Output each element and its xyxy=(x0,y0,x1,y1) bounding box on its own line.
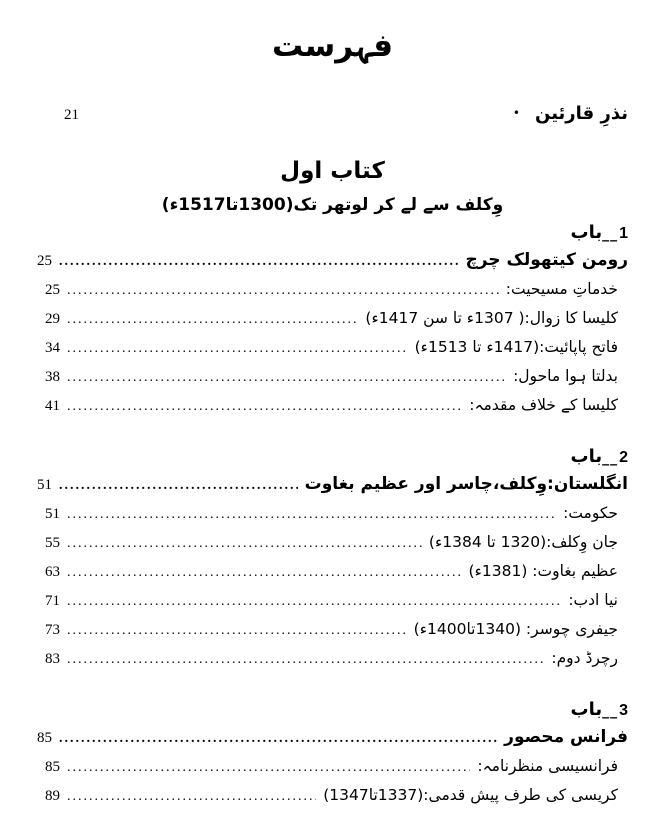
chapter-title-row xyxy=(37,470,628,499)
book-heading-block xyxy=(37,157,628,215)
entry-page-number: 41 xyxy=(45,397,60,414)
entry-title: بدلتا ہوا ماحول: xyxy=(513,366,618,385)
entry-page-number: 29 xyxy=(45,310,60,327)
chapter-heading xyxy=(37,698,628,723)
chapter-number: 3 xyxy=(619,701,628,719)
entry-title: عظیم بغاوت: (1381ء) xyxy=(468,561,618,580)
chapter-number: 1 xyxy=(619,224,628,242)
entry-title: جان وِکلف:(1320 تا 1384ء) xyxy=(428,532,618,551)
front-matter-row xyxy=(37,103,628,124)
chapter-label: باب xyxy=(570,221,603,243)
entry-title: خدماتِ مسیحیت: xyxy=(505,279,618,298)
entry-page-number: 85 xyxy=(45,758,60,775)
chapter-block xyxy=(37,698,628,810)
dotted-leader xyxy=(67,528,422,557)
toc-entry-row xyxy=(37,391,628,420)
entry-page-number: 83 xyxy=(45,650,60,667)
entry-title: فاتح پاپائیت:(1417ء تا 1513ء) xyxy=(414,337,618,356)
toc-entry-row xyxy=(37,528,628,557)
entry-page-number: 71 xyxy=(45,592,60,609)
dotted-leader xyxy=(67,333,408,362)
chapter-block xyxy=(37,221,628,420)
book-subheading: وِکلف سے لے کر لوتھر تک(1300تا1517ء) xyxy=(161,194,504,215)
page-title: فہرست xyxy=(271,28,394,64)
front-item-label: نذرِ قارئین xyxy=(535,102,628,124)
dotted-leader xyxy=(67,644,544,673)
chapter-separator: __ xyxy=(602,225,619,242)
entry-title: کلیسا کے خلاف مقدمہ: xyxy=(469,395,618,414)
entry-page-number: 73 xyxy=(45,621,60,638)
toc-entry-row xyxy=(37,781,628,810)
entry-page-number: 55 xyxy=(45,534,60,551)
chapter-number: 2 xyxy=(619,448,628,466)
chapters-container xyxy=(37,221,628,810)
toc-entry-row xyxy=(37,304,628,333)
chapter-heading xyxy=(37,221,628,246)
chapter-block xyxy=(37,445,628,673)
dotted-leader xyxy=(67,275,499,304)
entry-page-number: 38 xyxy=(45,368,60,385)
entry-title: جیفری چوسر: (1340تا1400ء) xyxy=(413,619,618,638)
dotted-leader xyxy=(59,246,458,275)
chapter-title-row xyxy=(37,246,628,275)
dotted-leader xyxy=(67,586,561,615)
chapter-label: باب xyxy=(570,698,603,720)
entry-page-number: 51 xyxy=(45,505,60,522)
entry-page-number: 25 xyxy=(45,281,60,298)
dotted-leader xyxy=(59,723,497,752)
chapter-title: رومن کیتھولک چرچ xyxy=(465,249,628,270)
chapter-entries xyxy=(37,275,628,420)
front-item-page-number: 21 xyxy=(64,106,79,123)
bullet-icon: • xyxy=(512,106,520,121)
entry-title: حکومت: xyxy=(563,503,618,522)
dotted-leader xyxy=(59,470,298,499)
toc-entry-row xyxy=(37,557,628,586)
entry-title: نیا ادب: xyxy=(568,590,618,609)
toc-entry-row xyxy=(37,615,628,644)
toc-entry-row xyxy=(37,586,628,615)
chapter-title-row xyxy=(37,723,628,752)
entry-page-number: 89 xyxy=(45,787,60,804)
dotted-leader xyxy=(67,615,407,644)
entry-page-number: 34 xyxy=(45,339,60,356)
dotted-leader xyxy=(67,391,462,420)
chapter-page-number: 85 xyxy=(37,729,52,746)
chapter-separator: __ xyxy=(602,702,619,719)
chapter-title: فرانس محصور xyxy=(504,726,628,747)
toc-entry-row xyxy=(37,275,628,304)
chapter-heading xyxy=(37,445,628,470)
toc-entry-row xyxy=(37,752,628,781)
dotted-leader xyxy=(67,499,556,528)
entry-page-number: 63 xyxy=(45,563,60,580)
chapter-title: انگلستان:وِکلف،چاسر اور عظیم بغاوت xyxy=(304,473,628,494)
dotted-leader xyxy=(67,557,462,586)
toc-entry-row xyxy=(37,362,628,391)
entry-title: کریسی کی طرف پیش قدمی:(1337تا1347) xyxy=(323,785,618,804)
chapter-entries xyxy=(37,499,628,673)
chapter-label: باب xyxy=(570,445,603,467)
entry-title: کلیسا کا زوال:( 1307ء تا سن 1417ء) xyxy=(365,308,618,327)
dotted-leader xyxy=(67,304,358,333)
toc-entry-row xyxy=(37,499,628,528)
dotted-leader xyxy=(67,362,506,391)
dotted-leader xyxy=(67,752,470,781)
entry-title: فرانسیسی منظرنامہ: xyxy=(477,756,618,775)
entry-title: رچرڈ دوم: xyxy=(551,648,618,667)
chapter-page-number: 25 xyxy=(37,252,52,269)
book-heading: کتاب اول xyxy=(280,157,385,184)
chapter-entries xyxy=(37,752,628,810)
dotted-leader xyxy=(67,781,316,810)
chapter-separator: __ xyxy=(602,449,619,466)
chapter-page-number: 51 xyxy=(37,476,52,493)
toc-entry-row xyxy=(37,333,628,362)
toc-entry-row xyxy=(37,644,628,673)
